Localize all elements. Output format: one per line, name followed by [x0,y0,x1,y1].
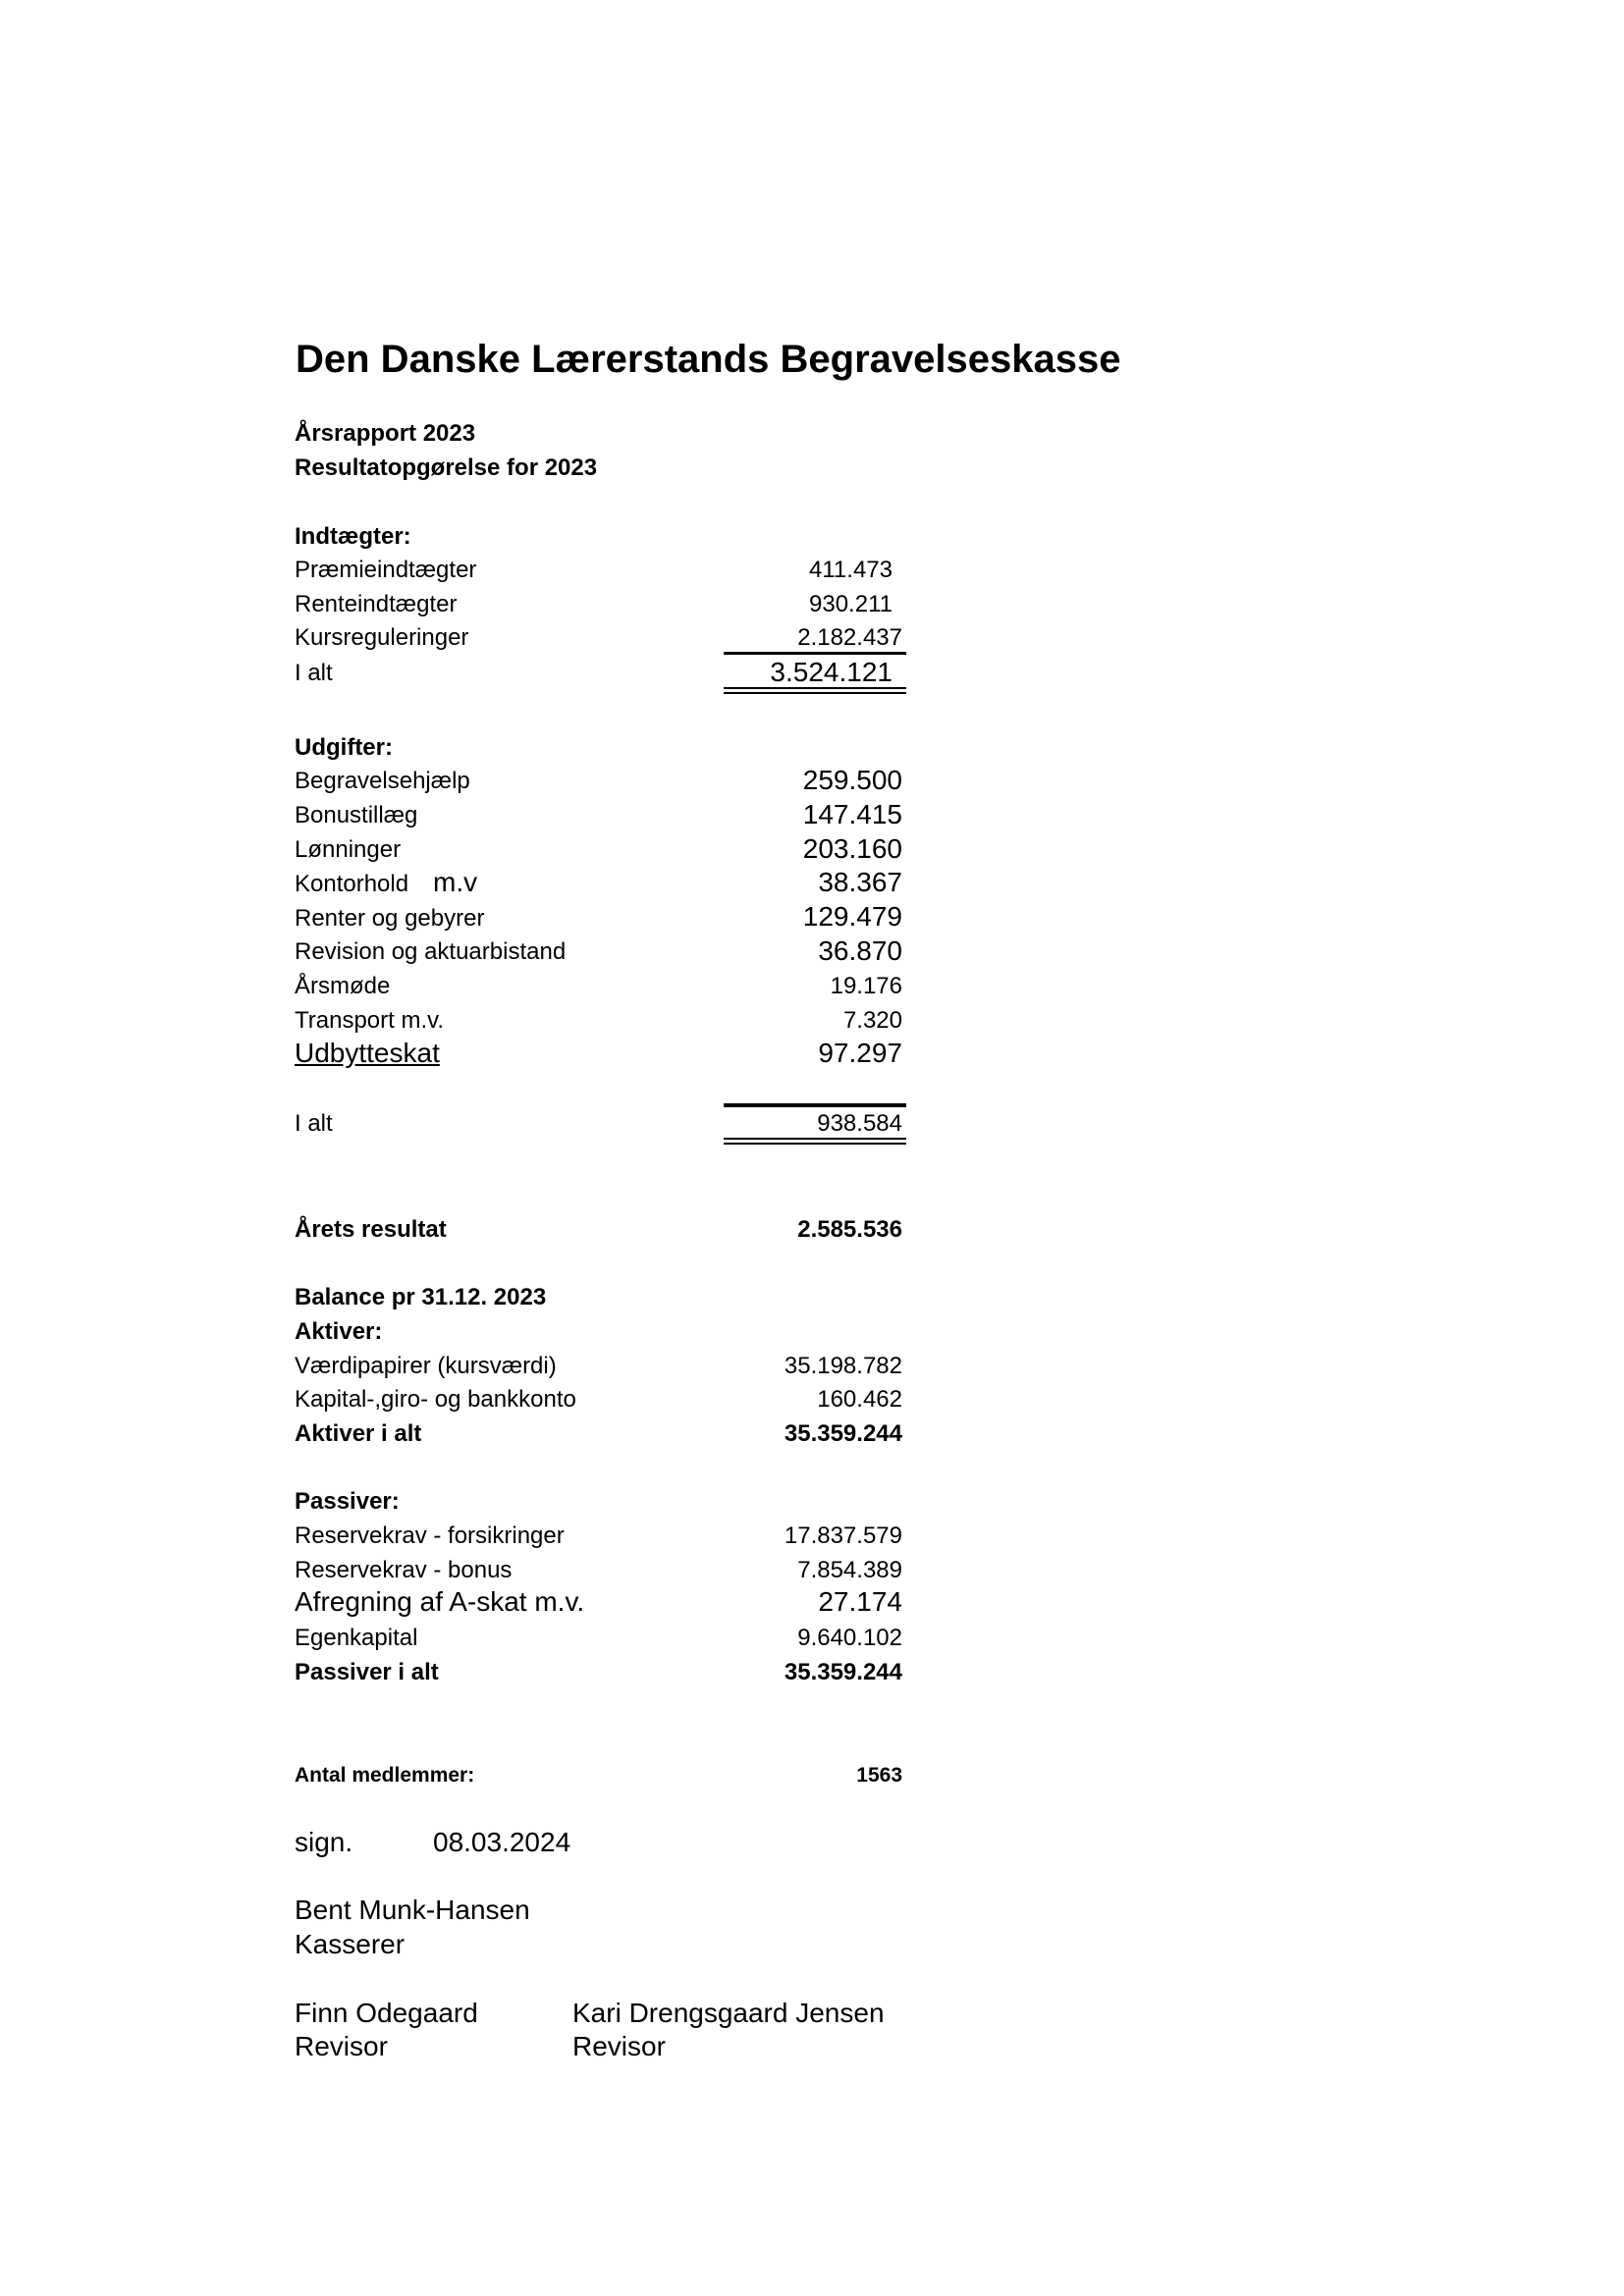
expense-label-annual-meeting: Årsmøde [295,973,391,999]
result-value: 2.585.536 [797,1216,902,1243]
expenses-heading: Udgifter: [295,734,393,761]
asset-value-bank: 160.462 [817,1386,902,1413]
sign-date: 08.03.2024 [433,1827,571,1857]
expenses-total-label: I alt [295,1110,333,1137]
expense-value-audit: 36.870 [818,935,902,966]
balance-heading: Balance pr 31.12. 2023 [295,1284,547,1310]
income-total-double-rule-2 [724,692,906,694]
income-label-interest: Renteindtægter [295,591,458,617]
income-label-premium: Præmieindtægter [295,557,477,583]
liabilities-heading: Passiver: [295,1488,400,1515]
sign-label: sign. [295,1827,353,1857]
expense-value-transport: 7.320 [842,1007,902,1034]
document-title: Den Danske Lærerstands Begravelseskasse [296,338,1121,381]
asset-label-securities: Værdipapirer (kursværdi) [295,1353,557,1379]
liability-value-a-tax: 27.174 [818,1586,902,1617]
assets-heading: Aktiver: [295,1318,383,1345]
liability-value-equity: 9.640.102 [797,1625,902,1651]
expense-label-audit: Revision og aktuarbistand [295,938,567,965]
expense-value-salaries: 203.160 [802,833,902,864]
liability-label-equity: Egenkapital [295,1625,418,1651]
expenses-total-double-rule-1 [724,1138,906,1140]
expense-value-bonus: 147.415 [802,799,902,829]
auditor2-role: Revisor [572,2031,666,2061]
expense-label-office-suffix: m.v [433,867,478,897]
liabilities-total-value: 35.359.244 [784,1659,902,1685]
income-total-top-rule [724,652,906,655]
expense-value-annual-meeting: 19.176 [830,973,902,999]
expenses-total-double-rule-2 [724,1143,906,1145]
asset-label-bank: Kapital-,giro- og bankkonto [295,1386,576,1413]
members-label: Antal medlemmer: [295,1764,475,1787]
auditor1-name: Finn Odegaard [295,1998,478,2028]
statement-title: Resultatopgørelse for 2023 [295,454,598,481]
expense-label-interest-fees: Renter og gebyrer [295,905,485,932]
assets-total-value: 35.359.244 [784,1420,902,1447]
income-value-premium: 411.473 [809,557,893,583]
result-label: Årets resultat [295,1216,447,1243]
expense-label-transport: Transport m.v. [295,1007,445,1034]
expense-value-funeral-aid: 259.500 [802,765,902,795]
treasurer-name: Bent Munk-Hansen [295,1895,530,1925]
income-label-price-adjustments: Kursreguleringer [295,624,469,651]
income-total-label: I alt [295,660,333,686]
income-value-interest: 930.211 [809,591,893,617]
income-total-value: 3.524.121 [770,657,893,687]
members-value: 1563 [856,1764,902,1787]
liability-value-reserve-insurance: 17.837.579 [784,1522,902,1549]
expenses-total-top-rule [724,1103,906,1107]
liabilities-total-label: Passiver i alt [295,1659,439,1685]
assets-total-label: Aktiver i alt [295,1420,422,1447]
income-heading: Indtægter: [295,523,411,550]
asset-value-securities: 35.198.782 [784,1353,902,1379]
liability-label-reserve-bonus: Reservekrav - bonus [295,1557,513,1583]
income-total-double-rule-1 [724,687,906,689]
expense-value-interest-fees: 129.479 [802,901,902,932]
liability-value-reserve-bonus: 7.854.389 [797,1557,902,1583]
expense-label-funeral-aid: Begravelsehjælp [295,768,470,794]
expenses-total-value: 938.584 [817,1110,902,1137]
liability-label-a-tax: Afregning af A-skat m.v. [295,1586,585,1617]
expense-label-office: Kontorhold [295,871,409,897]
income-value-price-adjustments: 2.182.437 [797,624,902,651]
expense-label-bonus: Bonustillæg [295,802,418,828]
expense-label-dividend-tax: Udbytteskat [295,1038,440,1068]
report-title: Årsrapport 2023 [295,420,476,447]
auditor1-role: Revisor [295,2031,388,2061]
auditor2-name: Kari Drengsgaard Jensen [572,1998,885,2028]
expense-value-dividend-tax: 97.297 [818,1038,902,1068]
expense-value-office: 38.367 [818,867,902,897]
liability-label-reserve-insurance: Reservekrav - forsikringer [295,1522,565,1549]
expense-label-salaries: Lønninger [295,836,402,863]
treasurer-role: Kasserer [295,1929,406,1959]
